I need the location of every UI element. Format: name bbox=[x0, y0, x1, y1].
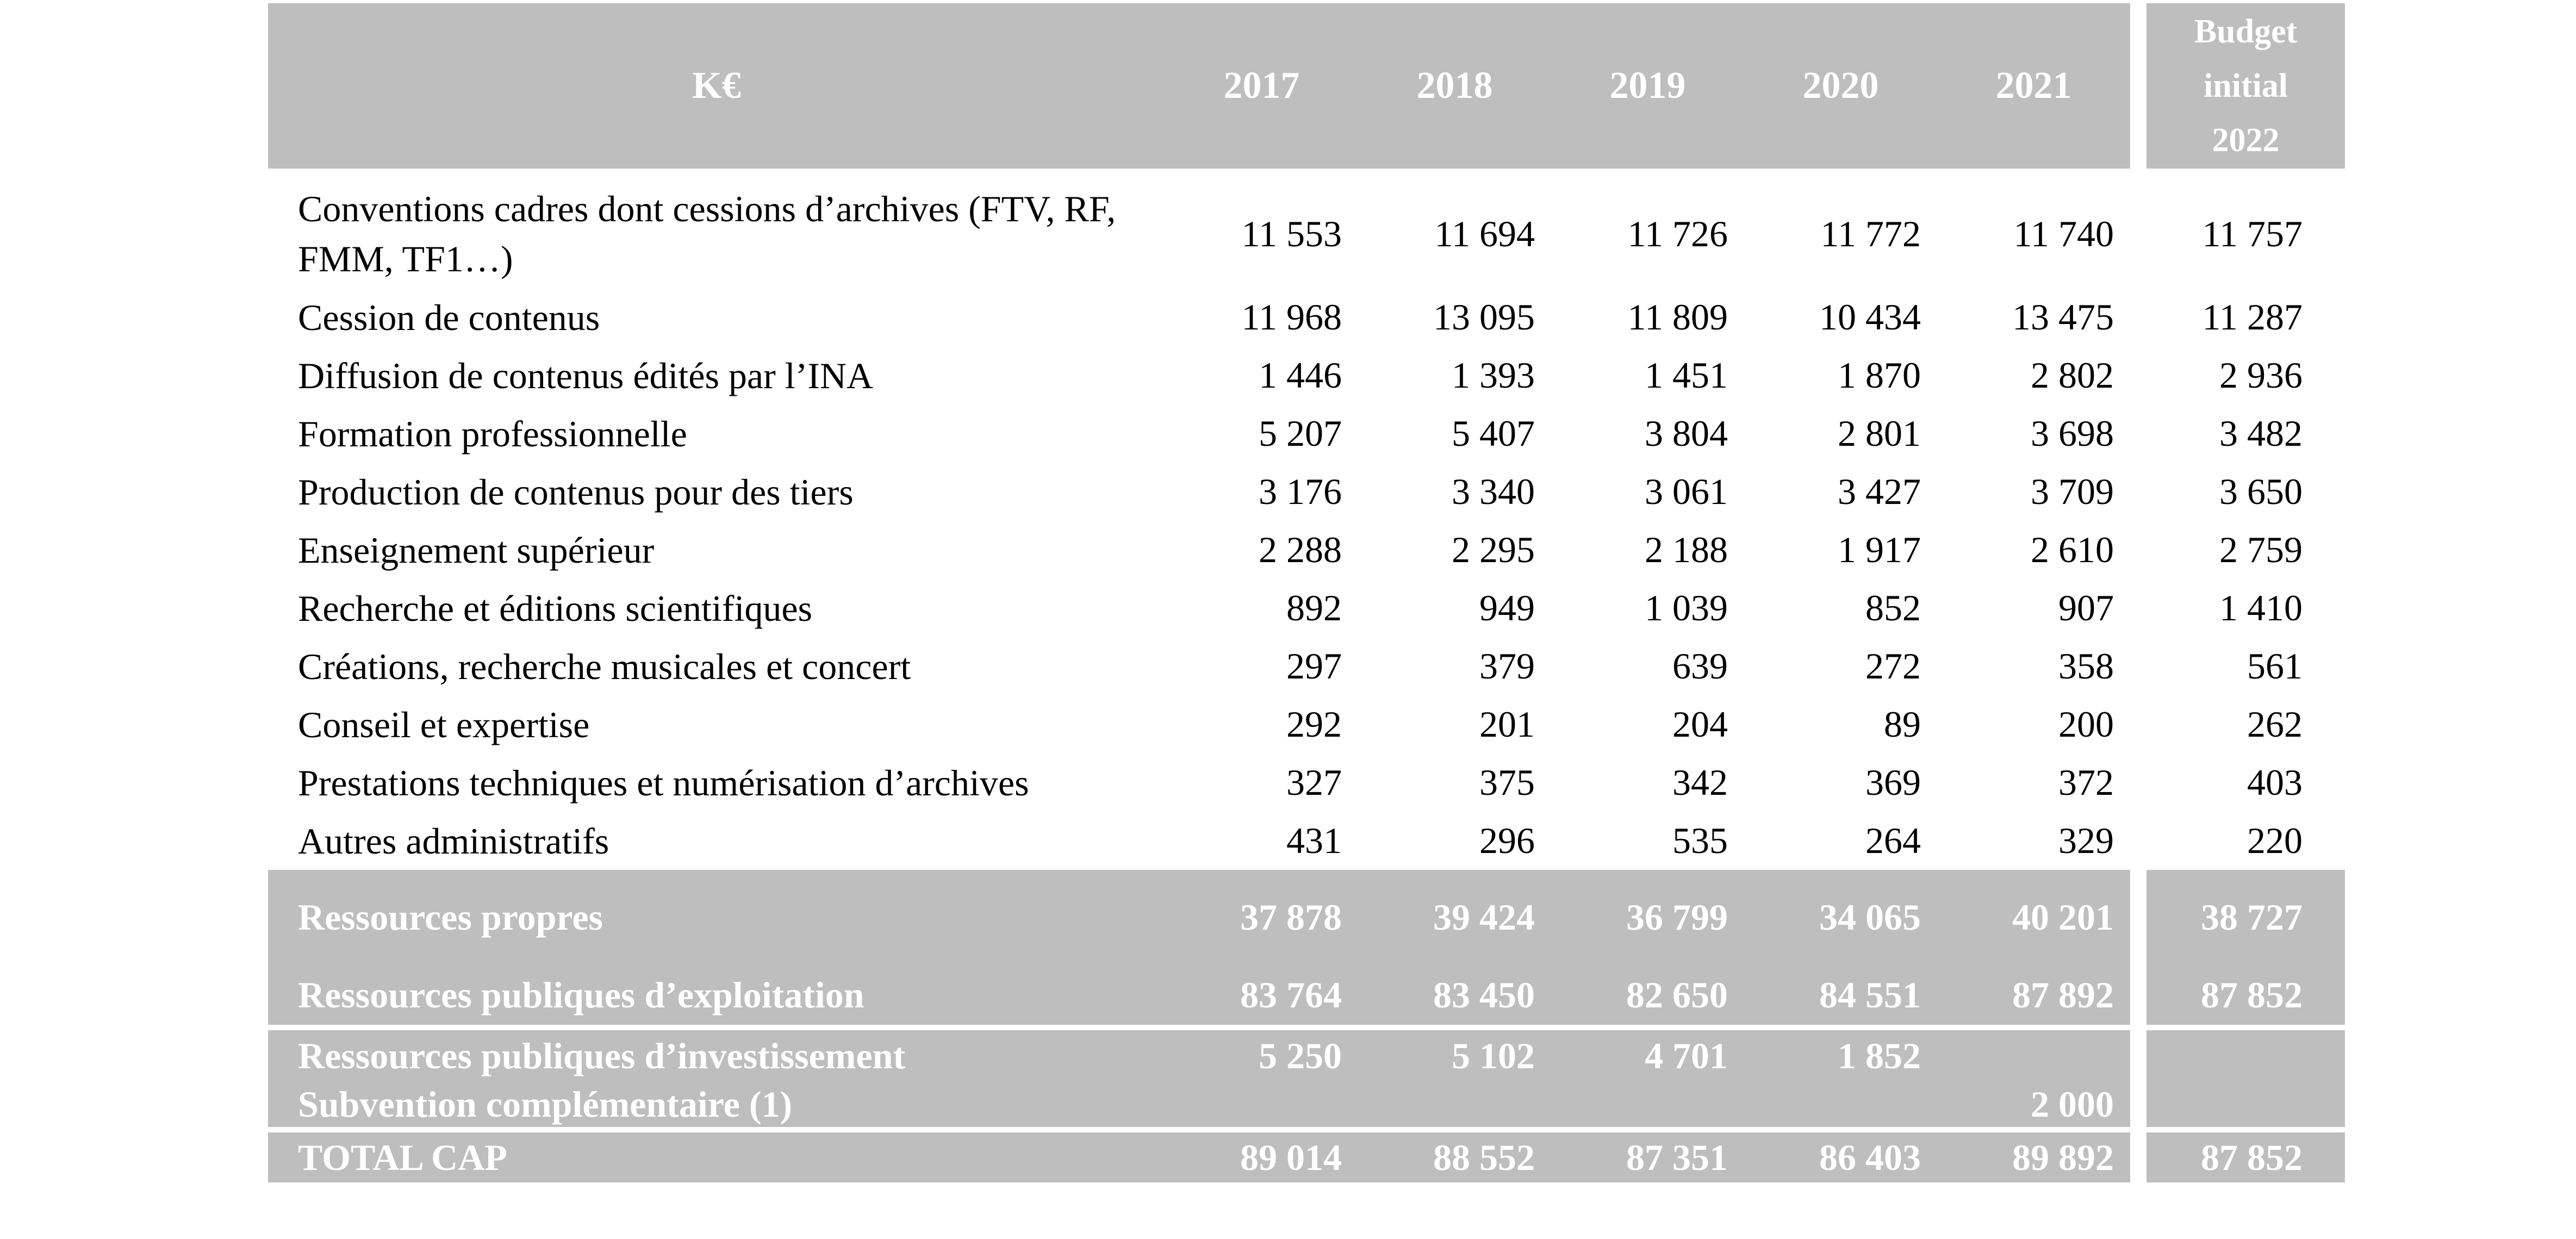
row-label: Ressources publiques d’exploitation bbox=[298, 974, 864, 1016]
table-row bbox=[268, 179, 2345, 288]
budget-header-cell bbox=[2146, 3, 2345, 169]
cell-2021: 907 bbox=[2058, 587, 2114, 628]
cell-2017: 2 288 bbox=[1259, 529, 1342, 570]
cell-2021: 3 709 bbox=[2031, 471, 2114, 512]
cell-2018: 11 694 bbox=[1434, 213, 1535, 254]
row-label: Créations, recherche musicales et concert bbox=[298, 645, 911, 687]
cell-2021: 2 802 bbox=[2031, 354, 2114, 396]
row-separator bbox=[268, 1025, 2345, 1030]
row-label: Subvention complémentaire (1) bbox=[298, 1084, 793, 1125]
year-header-2020: 2020 bbox=[1802, 65, 1879, 107]
cell-2018: 39 424 bbox=[1433, 896, 1535, 938]
budget-cell: 38 727 bbox=[2201, 896, 2303, 938]
cell-2020: 852 bbox=[1865, 587, 1921, 628]
table-row bbox=[268, 637, 2345, 695]
table-row bbox=[268, 754, 2345, 812]
row-label: Recherche et éditions scientifiques bbox=[298, 587, 812, 629]
cell-2018: 13 095 bbox=[1433, 296, 1535, 338]
table-row bbox=[268, 812, 2345, 870]
budget-cell-empty bbox=[2146, 1030, 2345, 1127]
column-gap bbox=[2130, 1030, 2146, 1127]
cell-2018: 5 102 bbox=[1452, 1035, 1535, 1076]
budget-cell: 403 bbox=[2247, 762, 2303, 803]
cell-2019: 82 650 bbox=[1626, 974, 1728, 1016]
budget-cell: 87 852 bbox=[2201, 974, 2303, 1016]
cell-2020: 1 917 bbox=[1838, 529, 1921, 570]
row-label: Ressources propres bbox=[298, 896, 603, 938]
cell-2020: 84 551 bbox=[1819, 974, 1921, 1016]
budget-cell: 3 482 bbox=[2219, 413, 2303, 454]
cell-2020: 2 801 bbox=[1838, 413, 1921, 454]
row-label: Formation professionnelle bbox=[298, 413, 687, 454]
cell-2020: 1 870 bbox=[1838, 354, 1921, 396]
summary-band-investissement-budget bbox=[2146, 1030, 2345, 1127]
budget-cell: 87 852 bbox=[2201, 1136, 2303, 1178]
column-gap bbox=[2130, 870, 2146, 1025]
cell-2019: 535 bbox=[1672, 820, 1728, 861]
cell-2020: 86 403 bbox=[1819, 1136, 1921, 1178]
summary-band-investissement-main bbox=[268, 1030, 2130, 1127]
row-label: Production de contenus pour des tiers bbox=[298, 471, 854, 513]
row-label: TOTAL CAP bbox=[298, 1136, 507, 1178]
table-row bbox=[268, 463, 2345, 521]
budget-cell: 11 287 bbox=[2202, 296, 2303, 338]
budget-cell: 262 bbox=[2247, 703, 2303, 745]
cell-2017: 5 207 bbox=[1259, 413, 1342, 454]
cell-2018: 3 340 bbox=[1452, 471, 1535, 512]
table-row bbox=[268, 965, 2130, 1025]
cell-2018: 296 bbox=[1479, 820, 1535, 861]
unit-header-cell bbox=[268, 3, 1165, 169]
revenue-table bbox=[268, 3, 2345, 1182]
table-row bbox=[268, 1030, 2130, 1082]
total-band-budget bbox=[2146, 1132, 2345, 1182]
cell-2019: 3 804 bbox=[1645, 413, 1728, 454]
cell-2019: 87 351 bbox=[1626, 1136, 1728, 1178]
budget-header-line1: Budget bbox=[2194, 13, 2298, 50]
table-row bbox=[268, 521, 2345, 579]
cell-2021: 40 201 bbox=[2012, 896, 2114, 938]
table-row bbox=[268, 870, 2130, 965]
table-row bbox=[268, 695, 2345, 754]
budget-cell: 561 bbox=[2247, 645, 2303, 687]
table-row bbox=[268, 288, 2345, 346]
summary-band-resources-main bbox=[268, 870, 2130, 1025]
total-band-main bbox=[268, 1132, 2130, 1182]
cell-2017: 3 176 bbox=[1259, 471, 1342, 512]
cell-2019: 11 809 bbox=[1627, 296, 1728, 338]
cell-2020: 264 bbox=[1865, 820, 1921, 861]
table-row bbox=[268, 1082, 2130, 1127]
column-gap bbox=[2130, 1132, 2146, 1182]
row-label: Prestations techniques et numérisation d’archives bbox=[298, 762, 1029, 804]
total-row bbox=[268, 1132, 2130, 1182]
row-label: Conventions cadres dont cessions d’archives (FTV, RF, FMM, TF1…) bbox=[298, 188, 1116, 279]
row-label: Autres administratifs bbox=[298, 820, 609, 862]
cell-2018: 1 393 bbox=[1452, 354, 1535, 396]
budget-cell: 2 936 bbox=[2219, 354, 2303, 396]
table-header-row bbox=[268, 3, 2345, 169]
cell-2017: 327 bbox=[1286, 762, 1342, 803]
table-header-main bbox=[268, 3, 2130, 169]
year-header-2021: 2021 bbox=[1995, 65, 2072, 107]
budget-cell: 1 410 bbox=[2219, 587, 2303, 628]
cell-2021: 2 000 bbox=[2031, 1084, 2114, 1125]
cell-2018: 2 295 bbox=[1452, 529, 1535, 570]
total-band bbox=[268, 1132, 2345, 1182]
cell-2021: 372 bbox=[2058, 762, 2114, 803]
cell-2018: 375 bbox=[1479, 762, 1535, 803]
budget-cell: 220 bbox=[2247, 820, 2303, 861]
cell-2021: 358 bbox=[2058, 645, 2114, 687]
row-label: Diffusion de contenus édités par l’INA bbox=[298, 354, 874, 396]
budget-cell: 3 650 bbox=[2219, 471, 2303, 512]
cell-2017: 1 446 bbox=[1259, 354, 1342, 396]
cell-2019: 1 451 bbox=[1645, 354, 1728, 396]
cell-2020: 1 852 bbox=[1838, 1035, 1921, 1076]
summary-band-resources bbox=[268, 870, 2345, 1025]
cell-2020: 369 bbox=[1865, 762, 1921, 803]
cell-2019: 4 701 bbox=[1645, 1035, 1728, 1076]
cell-2020: 272 bbox=[1865, 645, 1921, 687]
cell-2017: 89 014 bbox=[1240, 1136, 1342, 1178]
cell-2020: 3 427 bbox=[1838, 471, 1921, 512]
row-label: Ressources publiques d’investissement bbox=[298, 1035, 906, 1076]
row-label: Cession de contenus bbox=[298, 296, 600, 338]
cell-2021: 89 892 bbox=[2012, 1136, 2114, 1178]
cell-2019: 3 061 bbox=[1645, 471, 1728, 512]
budget-header-line3: 2022 bbox=[2212, 122, 2280, 159]
row-label: Enseignement supérieur bbox=[298, 529, 655, 571]
cell-2020: 34 065 bbox=[1819, 896, 1921, 938]
table-row bbox=[268, 579, 2345, 637]
cell-2019: 342 bbox=[1672, 762, 1728, 803]
cell-2019: 11 726 bbox=[1627, 213, 1728, 254]
budget-header-line2: initial bbox=[2203, 67, 2288, 104]
cell-2019: 639 bbox=[1672, 645, 1728, 687]
cell-2019: 36 799 bbox=[1626, 896, 1728, 938]
unit-header-label: K€ bbox=[692, 65, 741, 107]
cell-2017: 83 764 bbox=[1240, 974, 1342, 1016]
summary-band-resources-budget bbox=[2146, 870, 2345, 1025]
table-row bbox=[268, 346, 2345, 404]
cell-2020: 10 434 bbox=[1819, 296, 1921, 338]
table-row bbox=[268, 404, 2345, 463]
cell-2021: 329 bbox=[2058, 820, 2114, 861]
cell-2019: 204 bbox=[1672, 703, 1728, 745]
cell-2018: 379 bbox=[1479, 645, 1535, 687]
year-header-2019: 2019 bbox=[1609, 65, 1686, 107]
cell-2021: 3 698 bbox=[2031, 413, 2114, 454]
year-header-2018: 2018 bbox=[1416, 65, 1493, 107]
summary-band-investissement bbox=[268, 1030, 2345, 1127]
year-header-2017: 2017 bbox=[1223, 65, 1300, 107]
budget-cell: 11 757 bbox=[2202, 213, 2303, 254]
cell-2019: 1 039 bbox=[1645, 587, 1728, 628]
cell-2017: 431 bbox=[1286, 820, 1342, 861]
budget-cell: 2 759 bbox=[2219, 529, 2303, 570]
cell-2017: 37 878 bbox=[1240, 896, 1342, 938]
row-label: Conseil et expertise bbox=[298, 703, 590, 745]
row-separator bbox=[268, 1127, 2345, 1132]
cell-2017: 11 968 bbox=[1241, 296, 1342, 338]
cell-2021: 2 610 bbox=[2031, 529, 2114, 570]
cell-2021: 87 892 bbox=[2012, 974, 2114, 1016]
table-body bbox=[268, 179, 2345, 870]
cell-2020: 11 772 bbox=[1820, 213, 1921, 254]
cell-2018: 201 bbox=[1479, 703, 1535, 745]
cell-2018: 88 552 bbox=[1433, 1136, 1535, 1178]
cell-2020: 89 bbox=[1884, 703, 1921, 745]
cell-2017: 297 bbox=[1286, 645, 1342, 687]
cell-2017: 11 553 bbox=[1241, 213, 1342, 254]
cell-2019: 2 188 bbox=[1645, 529, 1728, 570]
cell-2017: 892 bbox=[1286, 587, 1342, 628]
cell-2017: 5 250 bbox=[1259, 1035, 1342, 1076]
cell-2021: 200 bbox=[2058, 703, 2114, 745]
cell-2018: 5 407 bbox=[1452, 413, 1535, 454]
cell-2021: 13 475 bbox=[2012, 296, 2114, 338]
cell-2018: 83 450 bbox=[1433, 974, 1535, 1016]
cell-2021: 11 740 bbox=[2013, 213, 2114, 254]
cell-2018: 949 bbox=[1479, 587, 1535, 628]
cell-2017: 292 bbox=[1286, 703, 1342, 745]
column-gap bbox=[2130, 3, 2146, 169]
